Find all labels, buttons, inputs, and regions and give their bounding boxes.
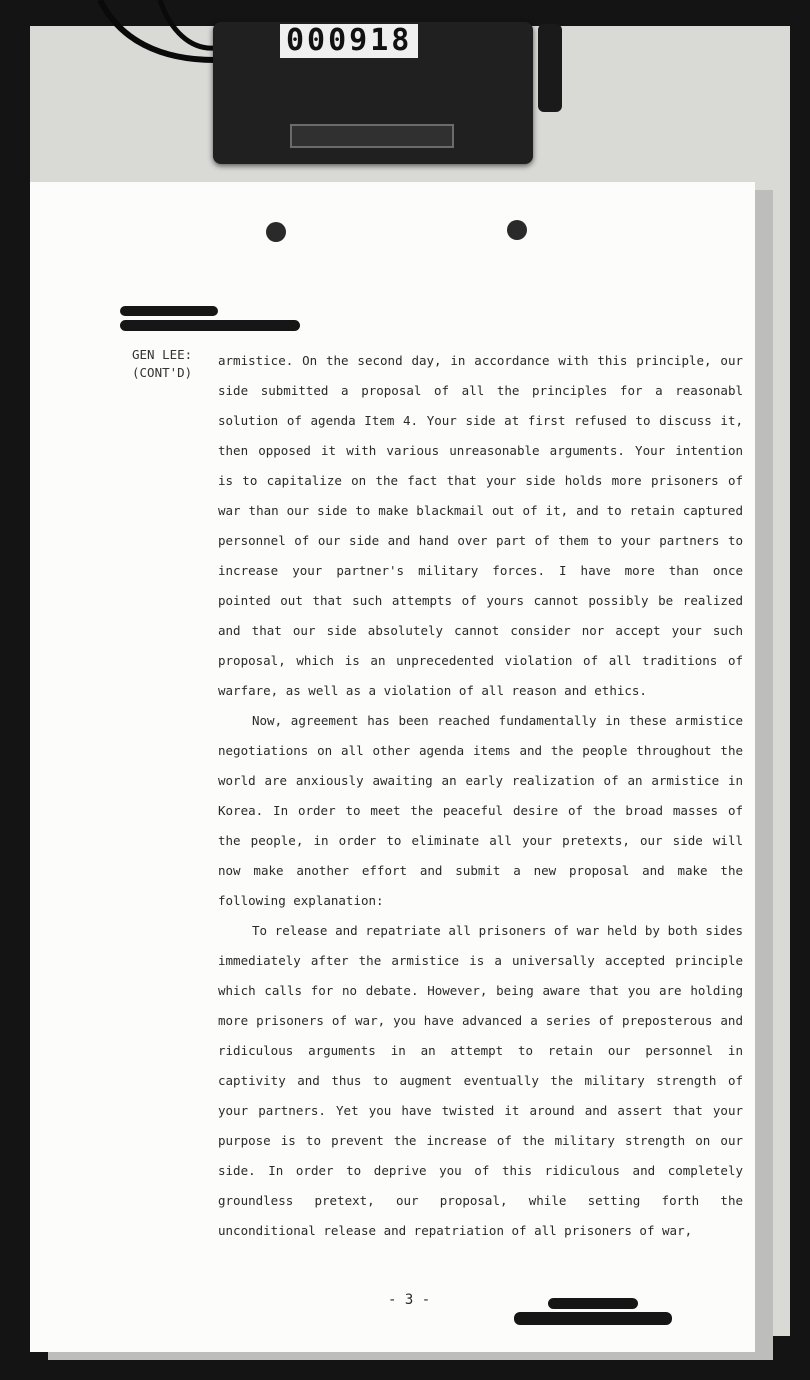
punch-hole (507, 220, 527, 240)
paragraph: armistice. On the second day, in accordance with this principle, our side submitted a proposal of all the principles for a reasonabl solution of agenda Item 4. Your side at first refused to discuss it, then opposed it with various unreasonable arguments. Your intention is to capitalize on the fact that your side holds more prisoners of war than our side to make blackmail out of it, and to retain captured personnel of our side and hand over part of them to your partners to increase your partner's military forces. I have more than once pointed out that such attempts of yours cannot possibly be realized and that our side absolutely cannot consider nor accept your such proposal, which is an unprecedented violation of all traditions of warfare, as well as a violation of all reason and ethics. (218, 353, 743, 698)
redaction-bar (120, 320, 300, 331)
redaction-bar (514, 1312, 672, 1325)
counter-cable (60, 0, 220, 90)
counter-plate (290, 124, 454, 148)
redaction-bar (548, 1298, 638, 1309)
counter-digits: 000918 (280, 24, 418, 58)
paragraph: To release and repatriate all prisoners of war held by both sides immediately after the armistice is a universally accepted principle which calls for no debate. However, being aware that you are holding more prisoners of war, you have advanced a series of preposterous and ridiculous arguments in an attempt to retain our personnel in captivity and thus to augment eventually the military strength of your partners. Yet you have twisted it around and assert that your purpose is to prevent the increase of the military strength on our side. In order to deprive you of this ridiculous and completely groundless pretext, our proposal, while setting forth the unconditional release and repatriation of all prisoners of war, (218, 923, 743, 1238)
counter-knob (538, 24, 562, 112)
body-text (218, 346, 743, 1246)
page-number: - 3 - (388, 1292, 431, 1308)
speaker-label: GEN LEE: (CONT'D) (132, 347, 193, 380)
punch-hole (266, 222, 286, 242)
redaction-bar (120, 306, 218, 316)
paragraph: Now, agreement has been reached fundamentally in these armistice negotiations on all other agenda items and the people throughout the world are anxiously awaiting an early realization of an armistice in Korea. In order to meet the peaceful desire of the broad masses of the people, in order to eliminate all your pretexts, our side will now make another effort and submit a new proposal and make the following explanation: (218, 713, 743, 908)
